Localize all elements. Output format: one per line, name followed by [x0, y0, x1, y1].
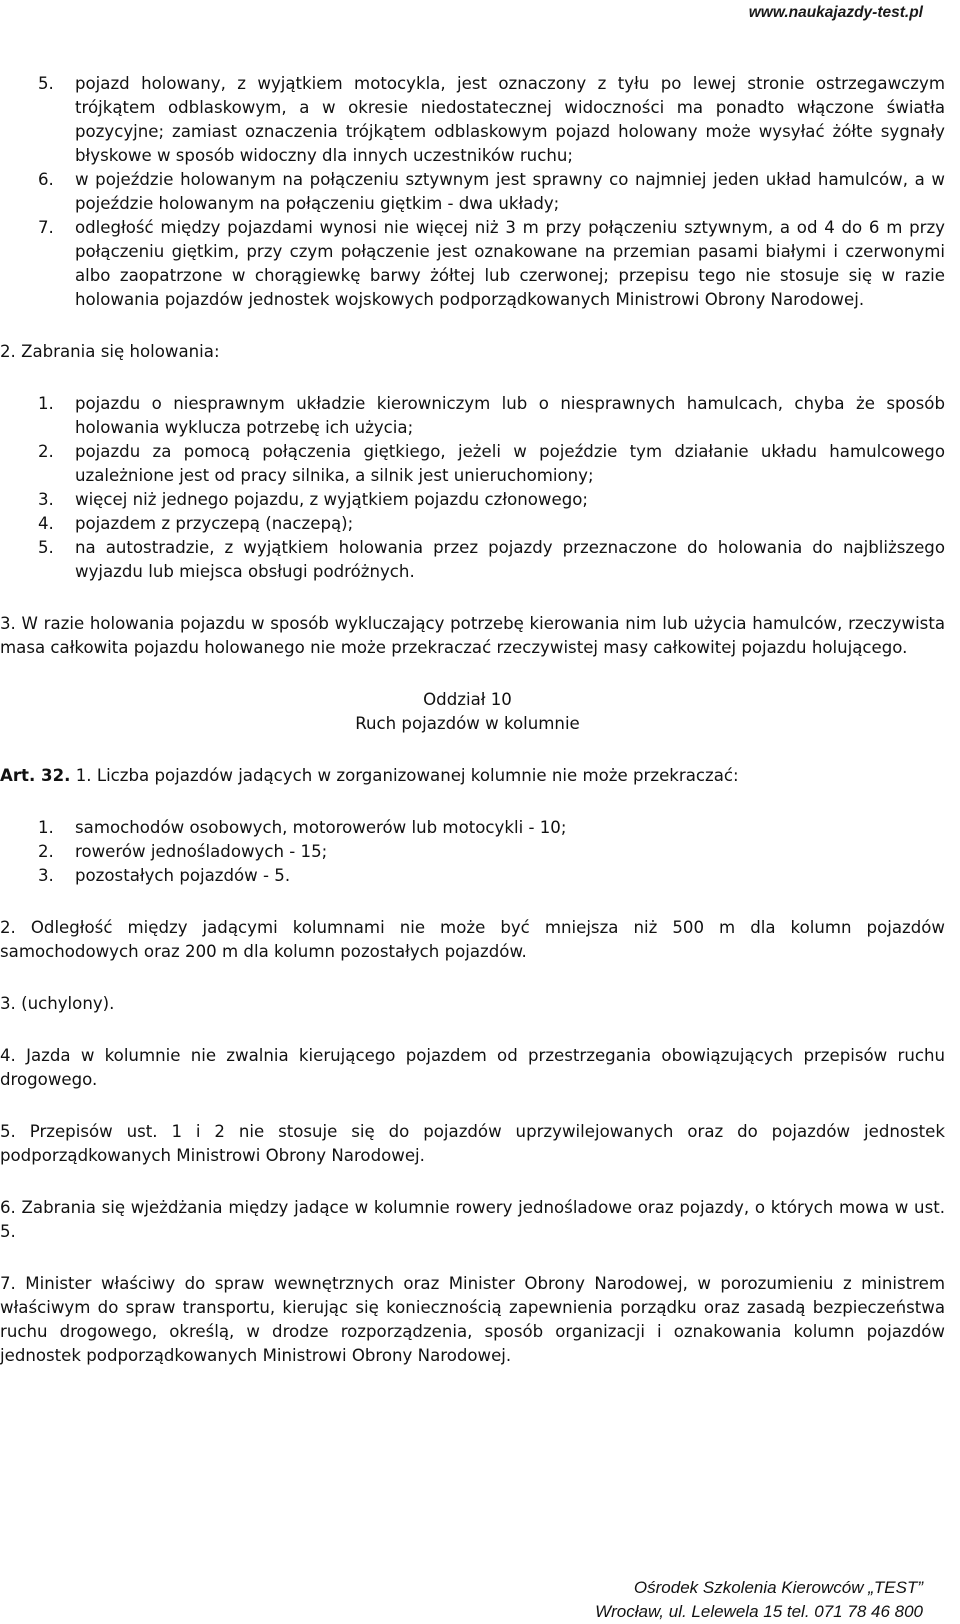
list-item: [0, 440, 960, 488]
paragraph-column-distance: 2. Odległość między jadącymi kolumnami nie może być mniejsza niż 500 m dla kolumn pojazdów samochodowych oraz 200 m dla kolumn pozostałych pojazdów.: [0, 918, 945, 961]
towing-prohibitions-list: [0, 392, 960, 584]
section-title: Ruch pojazdów w kolumnie: [355, 714, 580, 733]
list-item-text: samochodów osobowych, motorowerów lub motocykli - 10;: [75, 818, 567, 837]
page-footer: [595, 1576, 923, 1624]
list-item-number: 7.: [38, 218, 54, 237]
list-item: [0, 392, 960, 440]
list-item-number: 3.: [38, 866, 54, 885]
list-item: [0, 512, 960, 536]
list-item-number: 4.: [38, 514, 54, 533]
list-item: [0, 864, 960, 888]
paragraph-towing-prohibited: 2. Zabrania się holowania:: [0, 342, 220, 361]
list-item-text: pojazd holowany, z wyjątkiem motocykla, jest oznaczony z tyłu po lewej stronie ostrzegawczym trójkątem odblaskowym, a w okresie niedostatecznej widoczności ma ponadto włączone światła pozycyjne; zamiast oznaczenia trójkątem odblaskowym pojazd holowany może wysyłać żółte sygnały błyskowe w sposób widoczny dla innych uczestników ruchu;: [75, 74, 945, 165]
list-item-text: pojazdu o niesprawnym układzie kierowniczym lub o niesprawnych hamulcach, chyba że sposób holowania wyklucza potrzebę ich użycia;: [75, 394, 945, 437]
column-size-list: [0, 816, 960, 888]
paragraph-regulation: 7. Minister właściwy do spraw wewnętrznych oraz Minister Obrony Narodowej, w porozumieniu z ministrem właściwym do spraw transportu, kierując się koniecznością zapewnienia porządku oraz zasadą bezpieczeństwa ruchu drogowego, określą, w drodze rozporządzenia, sposób organizacji i oznakowania kolumn pojazdów jednostek podporządkowanych Ministrowi Obrony Narodowej.: [0, 1274, 945, 1365]
list-item-number: 1.: [38, 818, 54, 837]
list-item-text: więcej niż jednego pojazdu, z wyjątkiem pojazdu członowego;: [75, 490, 588, 509]
section-number: Oddział 10: [423, 690, 512, 709]
paragraph-repealed: 3. (uchylony).: [0, 994, 115, 1013]
list-item: [0, 488, 960, 512]
list-item-number: 5.: [38, 538, 54, 557]
list-item: [0, 536, 960, 584]
paragraph-cutting-in-prohibited: 6. Zabrania się wjeżdżania między jadące w kolumnie rowery jednośladowe oraz pojazdy, o których mowa w ust. 5.: [0, 1198, 945, 1241]
page-header-site-url: www.naukajazdy-test.pl: [748, 4, 923, 21]
list-item: [0, 168, 960, 216]
list-item-text: w pojeździe holowanym na połączeniu sztywnym jest sprawny co najmniej jeden układ hamulców, a w pojeździe holowanym na połączeniu giętkim - dwa układy;: [75, 170, 945, 213]
list-item: [0, 72, 960, 168]
list-item-text: pozostałych pojazdów - 5.: [75, 866, 291, 885]
article-intro-text: 1. Liczba pojazdów jadących w zorganizowanej kolumnie nie może przekraczać:: [70, 766, 739, 785]
list-item-number: 5.: [38, 74, 54, 93]
list-item-number: 2.: [38, 842, 54, 861]
list-item-text: na autostradzie, z wyjątkiem holowania przez pojazdy przeznaczone do holowania do najbliższego wyjazdu lub miejsca obsługi podróżnych.: [75, 538, 945, 581]
list-item-text: pojazdu za pomocą połączenia giętkiego, jeżeli w pojeździe tym działanie układu hamulcowego uzależnione jest od pracy silnika, a silnik jest unieruchomiony;: [75, 442, 945, 485]
list-item-number: 3.: [38, 490, 54, 509]
list-item-number: 6.: [38, 170, 54, 189]
paragraph-exemptions: 5. Przepisów ust. 1 i 2 nie stosuje się do pojazdów uprzywilejowanych oraz do pojazdów jednostek podporządkowanych Ministrowi Obrony Narodowej.: [0, 1122, 945, 1165]
list-item-number: 1.: [38, 394, 54, 413]
list-item: [0, 816, 960, 840]
document-body: [0, 72, 960, 1368]
footer-address: Wrocław, ul. Lelewela 15 tel. 071 78 46 800: [595, 1602, 923, 1621]
list-item: [0, 216, 960, 312]
article-intro: [0, 764, 960, 788]
list-item-text: odległość między pojazdami wynosi nie więcej niż 3 m przy połączeniu sztywnym, a od 4 do 6 m przy połączeniu giętkim, przy czym połączenie jest oznakowane na przemian pasami białymi i czerwonymi albo zaopatrzone w chorągiewkę barwy żółtej lub czerwonej; przepisu tego nie stosuje się w razie holowania pojazdów jednostek wojskowych podporządkowanych Ministrowi Obrony Narodowej.: [75, 218, 945, 309]
list-item: [0, 840, 960, 864]
paragraph-mass-limit: 3. W razie holowania pojazdu w sposób wykluczający potrzebę kierowania nim lub użycia hamulców, rzeczywista masa całkowita pojazdu holowanego nie może przekraczać rzeczywistej masy całkowitej pojazdu holującego.: [0, 614, 945, 657]
paragraph-traffic-rules: 4. Jazda w kolumnie nie zwalnia kierującego pojazdem od przestrzegania obowiązujących przepisów ruchu drogowego.: [0, 1046, 945, 1089]
list-item-number: 2.: [38, 442, 54, 461]
article-label: Art. 32.: [0, 766, 71, 785]
section-heading: [0, 688, 960, 736]
list-item-text: pojazdem z przyczepą (naczepą);: [75, 514, 354, 533]
list-item-text: rowerów jednośladowych - 15;: [75, 842, 328, 861]
footer-school-name: Ośrodek Szkolenia Kierowców „TEST”: [633, 1578, 923, 1597]
towing-conditions-list: [0, 72, 960, 312]
